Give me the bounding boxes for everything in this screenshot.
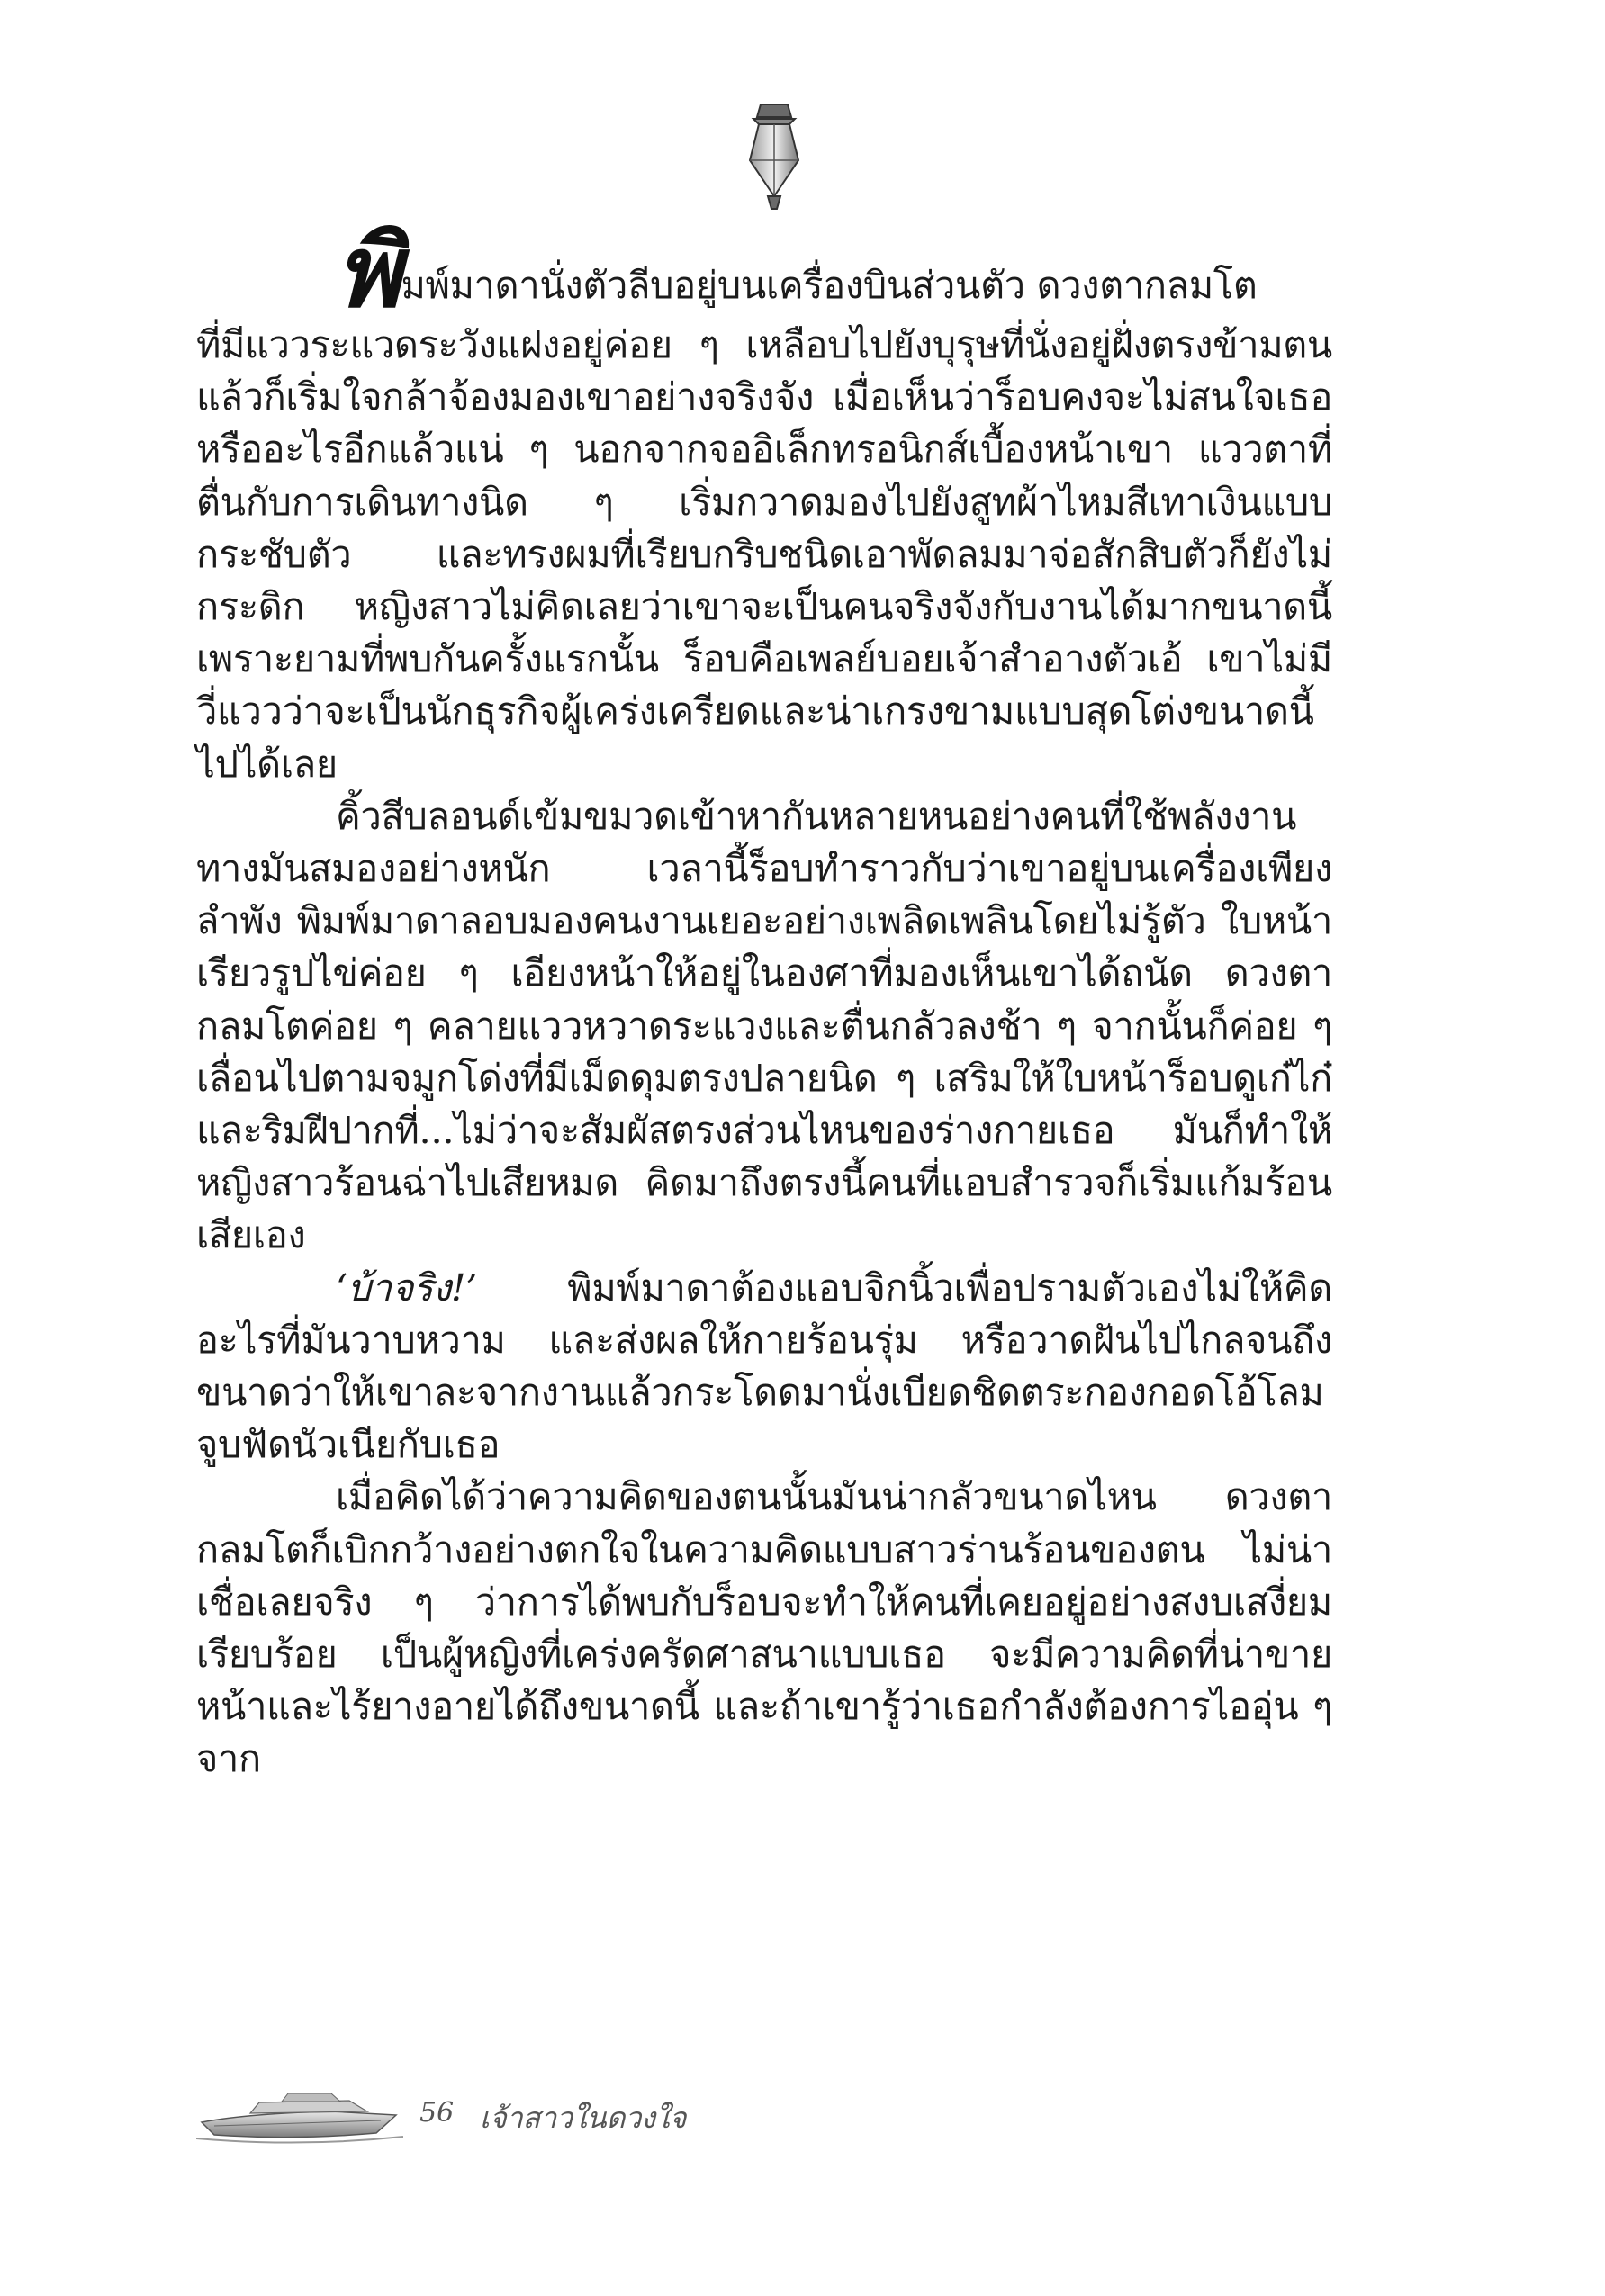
body-text (196, 213, 1332, 1786)
ship-icon (196, 2086, 403, 2147)
paragraph-2: คิ้วสีบลอนด์เข้มขมวดเข้าหากันหลายหนอย่างคนที่ใช้พลังงานทางมันสมองอย่างหนัก เวลานี้ร็อบทำราวกับว่าเขาอยู่บนเครื่องเพียงลำพัง พิมพ์มาดาลอบมองคนงานเยอะอย่างเพลิดเพลินโดยไม่รู้ตัว ใบหน้าเรียวรูปไข่ค่อย ๆ เอียงหน้าให้อยู่ในองศาที่มองเห็นเขาได้ถนัด ดวงตากลมโตค่อย ๆ คลายแววหวาดระแวงและตื่นกลัวลงช้า ๆ จากนั้นก็ค่อย ๆ เลื่อนไปตามจมูกโด่งที่มีเม็ดดุมตรงปลายนิด ๆ เสริมให้ใบหน้าร็อบดูเก๋ไก๋ และริมฝีปากที่...ไม่ว่าจะสัมผัสตรงส่วนไหนของร่างกายเธอ มันก็ทำให้หญิงสาวร้อนฉ่าไปเสียหมด คิดมาถึงตรงนี้คนที่แอบสำรวจก็เริ่มแก้มร้อนเสียเอง (196, 793, 1332, 1257)
page-footer (196, 2086, 826, 2149)
inner-thought-quote: ‘บ้าจริง!’ (336, 1265, 478, 1310)
lantern-icon (734, 97, 815, 219)
drop-cap: พิ (336, 213, 401, 329)
page-number: 56 (419, 2097, 455, 2129)
paragraph-3-text: พิมพ์มาดาต้องแอบจิกนิ้วเพื่อปรามตัวเองไม่ให้คิดอะไรที่มันวาบหวาม และส่งผลให้กายร้อนรุ่ม หรือวาดฝันไปไกลจนถึงขนาดว่าให้เขาละจากงานแล้วกระโดดมานั่งเบียดชิดตระกองกอดโอ้โลมจูบฟัดนัวเนียกับเธอ (196, 1265, 1332, 1467)
opening-line (196, 213, 1332, 329)
book-title: เจ้าสาวในดวงใจ (480, 2101, 687, 2135)
paragraph-3 (196, 1262, 1332, 1472)
paragraph-1: ที่มีแววระแวดระวังแฝงอยู่ค่อย ๆ เหลือบไปยังบุรุษที่นั่งอยู่ฝั่งตรงข้ามตน แล้วก็เริ่มใจกล้าจ้องมองเขาอย่างจริงจัง เมื่อเห็นว่าร็อบคงจะไม่สนใจเธอหรืออะไรอีกแล้วแน่ ๆ นอกจากจออิเล็กทรอนิกส์เบื้องหน้าเขา แววตาที่ตื่นกับการเดินทางนิด ๆ เริ่มกวาดมองไปยังสูทผ้าไหมสีเทาเงินแบบกระชับตัว และทรงผมที่เรียบกริบชนิดเอาพัดลมมาจ่อสักสิบตัวก็ยังไม่กระดิก หญิงสาวไม่คิดเลยว่าเขาจะเป็นคนจริงจังกับงานได้มากขนาดนี้ เพราะยามที่พบกันครั้งแรกนั้น ร็อบคือเพลย์บอยเจ้าสำอางตัวเอ้ เขาไม่มีวี่แววว่าจะเป็นนักธุรกิจผู้เคร่งเครียดและน่าเกรงขามแบบสุดโต่งขนาดนี้ไปได้เลย (196, 322, 1332, 786)
paragraph-4: เมื่อคิดได้ว่าความคิดของตนนั้นมันน่ากลัวขนาดไหน ดวงตากลมโตก็เบิกกว้างอย่างตกใจในความคิดแบบสาวร่านร้อนของตน ไม่น่าเชื่อเลยจริง ๆ ว่าการได้พบกับร็อบจะทำให้คนที่เคยอยู่อย่างสงบเสงี่ยมเรียบร้อย เป็นผู้หญิงที่เคร่งครัดศาสนาแบบเธอ จะมีความคิดที่น่าขายหน้าและไร้ยางอายได้ถึงขนาดนี้ และถ้าเขารู้ว่าเธอกำลังต้องการไออุ่น ๆ จาก (196, 1474, 1332, 1781)
opening-line-text: มพ์มาดานั่งตัวลีบอยู่บนเครื่องบินส่วนตัว ดวงตากลมโต (401, 262, 1258, 307)
